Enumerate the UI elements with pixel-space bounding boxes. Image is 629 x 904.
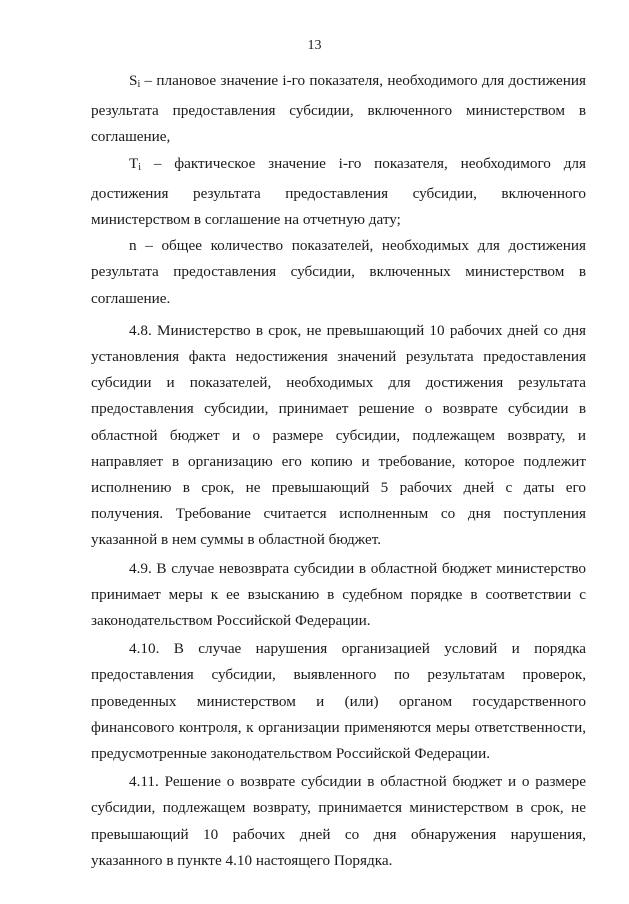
symbol-t-subscript: i [138, 161, 142, 173]
paragraph-text: 4.11. Решение о возврате субсидии в областной бюджет и о размере субсидии, подлежащем возврату, принимается министерством в срок, не превышающий 10 рабочих дней со дня обнаружения нарушения, указанного в пункте 4.10 настоящего Порядка. [91, 773, 586, 869]
paragraph-s-definition [91, 68, 586, 151]
paragraph-4-11 [91, 769, 586, 874]
paragraph-t-definition [91, 151, 586, 234]
symbol-t: T [129, 154, 139, 172]
paragraph-4-8 [91, 318, 586, 554]
paragraph-text: 4.8. Министерство в срок, не превышающий 10 рабочих дней со дня установления факта недостижения значений результата предоставления субсидии и показателей, необходимых для достижения результата предоставления субсидии, принимает решение о возврате субсидии в областной бюджет и о размере субсидии, подлежащем возврату, и направляет в организацию его копию и требование, которое подлежит исполнению в срок, не превышающий 5 рабочих дней с даты его получения. Требование считается исполненным со дня поступления указанной в нем суммы в областной бюджет. [91, 321, 586, 549]
paragraph-text: n – общее количество показателей, необходимых для достижения результата предоставления субсидии, включенных министерством в соглашение. [91, 237, 586, 307]
paragraph-text: – плановое значение i-го показателя, необходимого для достижения результата предоставления субсидии, включенного министерством в соглашение, [91, 72, 586, 146]
document-body [91, 68, 586, 874]
paragraph-4-9 [91, 556, 586, 635]
symbol-s: S [129, 72, 138, 89]
paragraph-n-definition [91, 233, 586, 312]
paragraph-text: 4.9. В случае невозврата субсидии в областной бюджет министерство принимает меры к ее взысканию в судебном порядке в соответствии с законодательством Российской Федерации. [91, 559, 586, 630]
symbol-s-subscript: i [137, 79, 141, 90]
paragraph-text: – фактическое значение i-го показателя, необходимого для достижения результата предоставления субсидии, включенного министерством в соглашение на отчетную дату; [91, 154, 586, 229]
page-number: 13 [307, 38, 322, 53]
paragraph-text: 4.10. В случае нарушения организацией условий и порядка предоставления субсидии, выявленного по результатам проверок, проведенных министерством и (или) органом государственного финансового контроля, к организации применяются меры ответственности, предусмотренные законодательством Российской Федерации. [91, 640, 586, 763]
paragraph-4-10 [91, 636, 586, 767]
